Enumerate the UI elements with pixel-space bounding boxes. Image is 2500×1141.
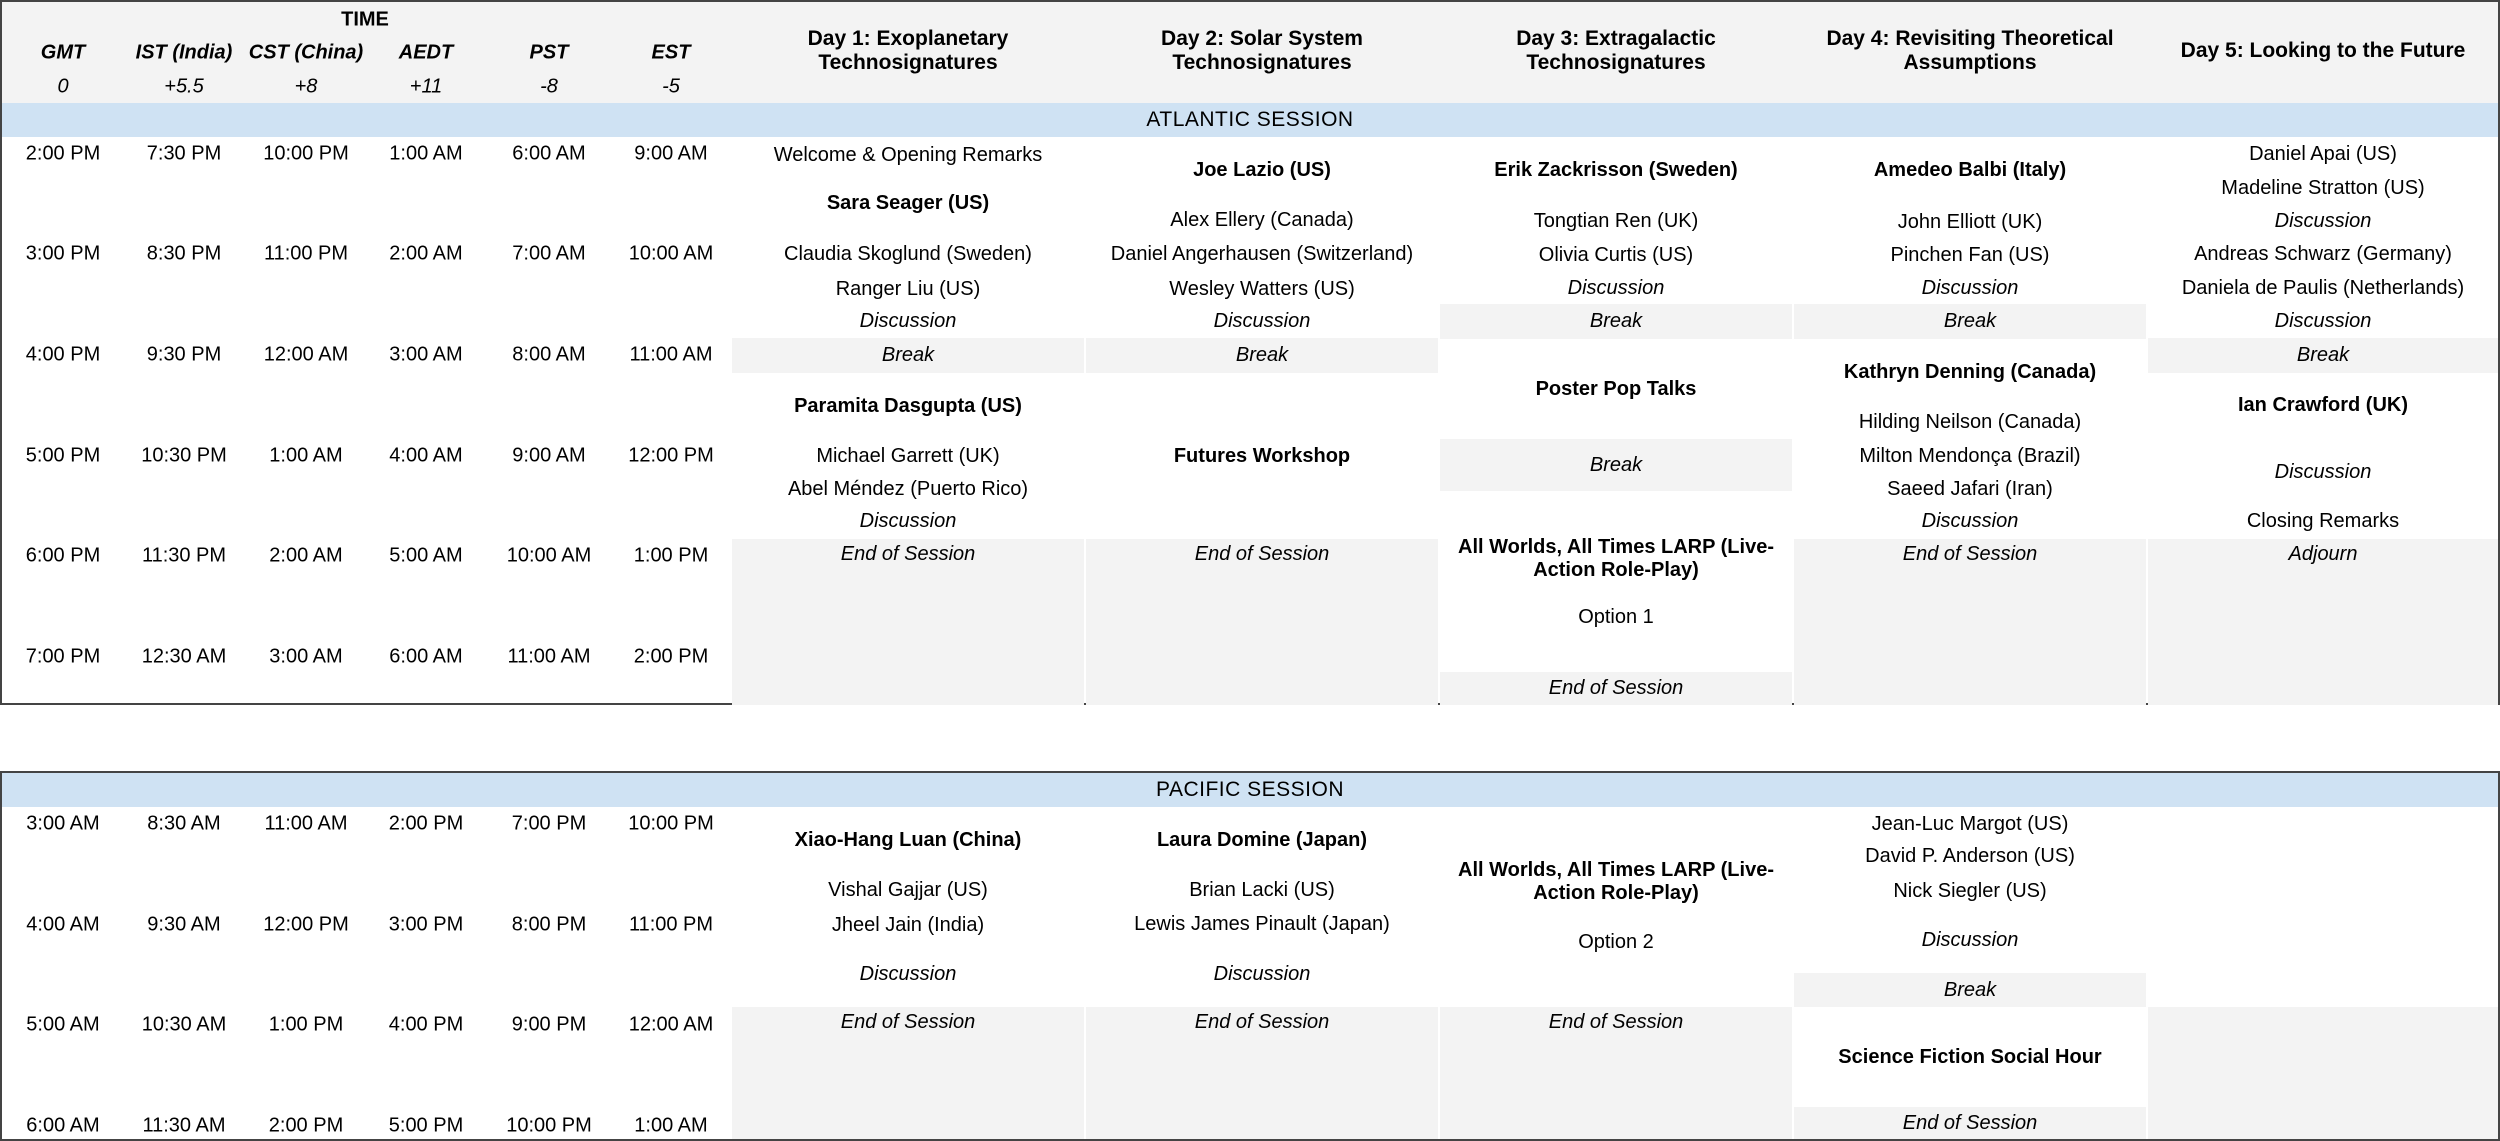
session-chair: Paramita Dasgupta (US) <box>794 394 1022 417</box>
zone-offset-pst: -8 <box>540 75 558 98</box>
session-item: Welcome & Opening Remarks <box>773 143 1043 166</box>
time-cell: 12:00 PM <box>628 444 714 467</box>
end-of-session: End of Session <box>1440 672 1792 705</box>
time-cell: 8:00 AM <box>512 343 586 366</box>
session-chair: Laura Domine (Japan) <box>1156 828 1368 851</box>
zone-name-est: EST <box>651 41 691 64</box>
time-cell: 11:00 AM <box>507 645 591 668</box>
session-talk: David P. Anderson (US) <box>1865 844 2075 867</box>
session-talk: Nick Siegler (US) <box>1893 879 2047 902</box>
time-cell: 3:00 AM <box>26 812 100 835</box>
session-talk: Vishal Gajjar (US) <box>828 878 988 901</box>
zone-name-cst: CST (China) <box>248 41 364 64</box>
time-cell: 6:00 AM <box>389 645 463 668</box>
time-cell: 10:00 PM <box>628 812 714 835</box>
closing-remarks: Closing Remarks <box>2246 509 2400 532</box>
time-cell: 10:00 PM <box>506 1114 592 1137</box>
time-cell: 10:30 PM <box>141 444 227 467</box>
session-break: Break <box>1086 338 1438 373</box>
zone-offset-cst: +8 <box>294 75 318 98</box>
end-of-session-label: End of Session <box>840 543 976 565</box>
session-discussion: Discussion <box>2274 460 2372 483</box>
session-talk: Hilding Neilson (Canada) <box>1858 410 2082 433</box>
session-talk: Abel Méndez (Puerto Rico) <box>787 477 1029 500</box>
session-break: Break <box>1794 973 2146 1007</box>
session-chair: Sara Seager (US) <box>826 191 990 214</box>
session-chair: Ian Crawford (UK) <box>2238 393 2408 416</box>
time-cell: 9:00 AM <box>634 142 708 165</box>
time-cell: 12:30 AM <box>141 645 227 668</box>
larp-title: All Worlds, All Times LARP (Live-Action Role-Play) <box>1458 859 1774 904</box>
pacific-day5-empty <box>2148 1007 2498 1139</box>
session-talk: Daniel Angerhausen (Switzerland) <box>1110 242 1414 265</box>
larp-title: All Worlds, All Times LARP (Live-Action Role-Play) <box>1458 536 1774 581</box>
session-break: Break <box>1794 304 2146 339</box>
time-cell: 1:00 PM <box>633 544 709 567</box>
time-cell: 5:00 PM <box>388 1114 464 1137</box>
session-chair: Joe Lazio (US) <box>1193 158 1331 181</box>
session-talk: Claudia Skoglund (Sweden) <box>784 242 1032 265</box>
session-discussion: Discussion <box>1213 309 1311 332</box>
session-discussion: Discussion <box>1213 962 1311 985</box>
session-break: Break <box>1440 304 1792 339</box>
time-cell: 3:00 AM <box>269 645 343 668</box>
end-of-session <box>1440 1007 1792 1139</box>
day5-header: Day 5: Looking to the Future <box>2180 38 2466 62</box>
larp-option: Option 2 <box>1578 930 1654 953</box>
end-of-session <box>1086 539 1438 705</box>
time-cell: 2:00 AM <box>389 242 463 265</box>
time-cell: 1:00 AM <box>634 1114 708 1137</box>
day4-header: Day 4: Revisiting Theoretical Assumptions <box>1826 26 2114 74</box>
session-discussion: Discussion <box>2274 209 2372 232</box>
session-break: Break <box>1440 439 1792 491</box>
time-cell: 9:30 AM <box>147 913 221 936</box>
time-cell: 6:00 AM <box>26 1114 100 1137</box>
session-discussion: Discussion <box>859 309 957 332</box>
zone-name-aedt: AEDT <box>398 41 454 64</box>
adjourn-label: Adjourn <box>2288 543 2358 565</box>
session-discussion: Discussion <box>1921 509 2019 532</box>
time-cell: 3:00 AM <box>389 343 463 366</box>
time-cell: 8:30 AM <box>147 812 221 835</box>
session-chair: Xiao-Hang Luan (China) <box>794 828 1022 851</box>
zone-offset-aedt: +11 <box>409 75 443 98</box>
pacific-schedule-table <box>0 771 2500 1141</box>
time-cell: 9:00 AM <box>512 444 586 467</box>
time-cell: 5:00 AM <box>389 544 463 567</box>
zone-offset-est: -5 <box>662 75 680 98</box>
session-talk: Andreas Schwarz (Germany) <box>2194 242 2452 265</box>
session-discussion: Discussion <box>859 509 957 532</box>
time-cell: 8:30 PM <box>146 242 222 265</box>
end-of-session: End of Session <box>1794 1107 2146 1139</box>
session-talk: Olivia Curtis (US) <box>1538 243 1694 266</box>
session-talk: Daniel Apai (US) <box>2249 142 2397 165</box>
time-cell: 7:00 AM <box>512 242 586 265</box>
day1-header: Day 1: Exoplanetary Technosignatures <box>807 26 1009 74</box>
session-discussion: Discussion <box>1567 276 1665 299</box>
session-talk: Daniela de Paulis (Netherlands) <box>2181 276 2465 299</box>
time-cell: 1:00 AM <box>269 444 343 467</box>
day2-header: Day 2: Solar System Technosignatures <box>1161 26 1363 74</box>
time-cell: 5:00 AM <box>26 1013 100 1036</box>
time-cell: 3:00 PM <box>25 242 101 265</box>
time-cell: 10:00 AM <box>628 242 714 265</box>
time-cell: 3:00 PM <box>388 913 464 936</box>
session-talk: Ranger Liu (US) <box>835 277 981 300</box>
time-cell: 2:00 PM <box>633 645 709 668</box>
science-fiction-social-hour: Science Fiction Social Hour <box>1838 1045 2102 1068</box>
time-cell: 11:00 PM <box>628 913 714 936</box>
session-talk: Jean-Luc Margot (US) <box>1871 812 2069 835</box>
time-cell: 6:00 PM <box>25 544 101 567</box>
session-break: Break <box>2148 338 2498 373</box>
session-talk: Wesley Watters (US) <box>1169 277 1355 300</box>
time-cell: 11:30 AM <box>142 1114 226 1137</box>
time-cell: 9:00 PM <box>511 1013 587 1036</box>
time-cell: 11:00 PM <box>263 242 349 265</box>
time-cell: 4:00 AM <box>26 913 100 936</box>
atlantic-session-title: ATLANTIC SESSION <box>2 103 2498 137</box>
session-talk: Jheel Jain (India) <box>831 913 985 936</box>
session-talk: Milton Mendonça (Brazil) <box>1859 444 2081 467</box>
zone-offset-ist: +5.5 <box>164 75 204 98</box>
larp-option: Option 1 <box>1578 605 1654 628</box>
session-talk: Tongtian Ren (UK) <box>1533 209 1699 232</box>
time-header: TIME <box>341 8 389 31</box>
futures-workshop: Futures Workshop <box>1173 444 1351 467</box>
time-cell: 1:00 PM <box>268 1013 344 1036</box>
time-cell: 10:30 AM <box>141 1013 227 1036</box>
session-talk: Alex Ellery (Canada) <box>1170 208 1354 231</box>
session-talk: Saeed Jafari (Iran) <box>1887 477 2053 500</box>
zone-name-ist: IST (India) <box>135 41 233 64</box>
time-cell: 11:00 AM <box>629 343 713 366</box>
session-talk: Brian Lacki (US) <box>1189 878 1335 901</box>
time-cell: 2:00 PM <box>268 1114 344 1137</box>
session-talk: Pinchen Fan (US) <box>1890 243 2050 266</box>
time-cell: 2:00 PM <box>388 812 464 835</box>
time-cell: 4:00 PM <box>388 1013 464 1036</box>
session-discussion: Discussion <box>859 962 957 985</box>
session-break: Break <box>732 338 1084 373</box>
time-cell: 10:00 AM <box>506 544 592 567</box>
time-cell: 6:00 AM <box>512 142 586 165</box>
time-cell: 2:00 AM <box>269 544 343 567</box>
time-cell: 9:30 PM <box>146 343 222 366</box>
session-talk: Lewis James Pinault (Japan) <box>1134 912 1390 935</box>
session-chair: Erik Zackrisson (Sweden) <box>1494 158 1738 181</box>
session-talk: John Elliott (UK) <box>1897 210 2043 233</box>
day3-header: Day 3: Extragalactic Technosignatures <box>1516 26 1716 74</box>
time-cell: 1:00 AM <box>389 142 463 165</box>
time-cell: 7:00 PM <box>511 812 587 835</box>
time-cell: 10:00 PM <box>263 142 349 165</box>
session-discussion: Discussion <box>1921 928 2019 951</box>
session-discussion: Discussion <box>1921 276 2019 299</box>
end-of-session <box>732 539 1084 705</box>
end-of-session <box>1794 539 2146 705</box>
pacific-session-title: PACIFIC SESSION <box>2 773 2498 807</box>
time-cell: 4:00 AM <box>389 444 463 467</box>
time-cell: 12:00 AM <box>263 343 349 366</box>
time-cell: 8:00 PM <box>511 913 587 936</box>
session-chair: Kathryn Denning (Canada) <box>1843 360 2097 383</box>
time-cell: 12:00 AM <box>628 1013 714 1036</box>
time-cell: 5:00 PM <box>25 444 101 467</box>
zone-name-gmt: GMT <box>40 41 86 64</box>
end-of-session <box>1086 1007 1438 1139</box>
zone-name-pst: PST <box>529 41 569 64</box>
time-cell: 11:00 AM <box>264 812 348 835</box>
end-of-session-label: End of Session <box>1902 543 2038 565</box>
time-cell: 7:00 PM <box>25 645 101 668</box>
end-of-session-label: End of Session <box>1194 1011 1330 1033</box>
session-chair: Amedeo Balbi (Italy) <box>1873 158 2067 181</box>
time-cell: 2:00 PM <box>25 142 101 165</box>
time-cell: 12:00 PM <box>263 913 349 936</box>
zone-offset-gmt: 0 <box>57 75 69 98</box>
end-of-session-label: End of Session <box>1548 1011 1684 1033</box>
end-of-session <box>732 1007 1084 1139</box>
poster-pop-talks: Poster Pop Talks <box>1535 377 1697 400</box>
session-talk: Madeline Stratton (US) <box>2221 176 2425 199</box>
time-cell: 11:30 PM <box>141 544 227 567</box>
time-cell: 4:00 PM <box>25 343 101 366</box>
end-of-session-label: End of Session <box>1194 543 1330 565</box>
session-discussion: Discussion <box>2274 309 2372 332</box>
end-of-session-label: End of Session <box>840 1011 976 1033</box>
adjourn <box>2148 539 2498 705</box>
session-talk: Michael Garrett (UK) <box>816 444 1000 467</box>
time-cell: 7:30 PM <box>146 142 222 165</box>
